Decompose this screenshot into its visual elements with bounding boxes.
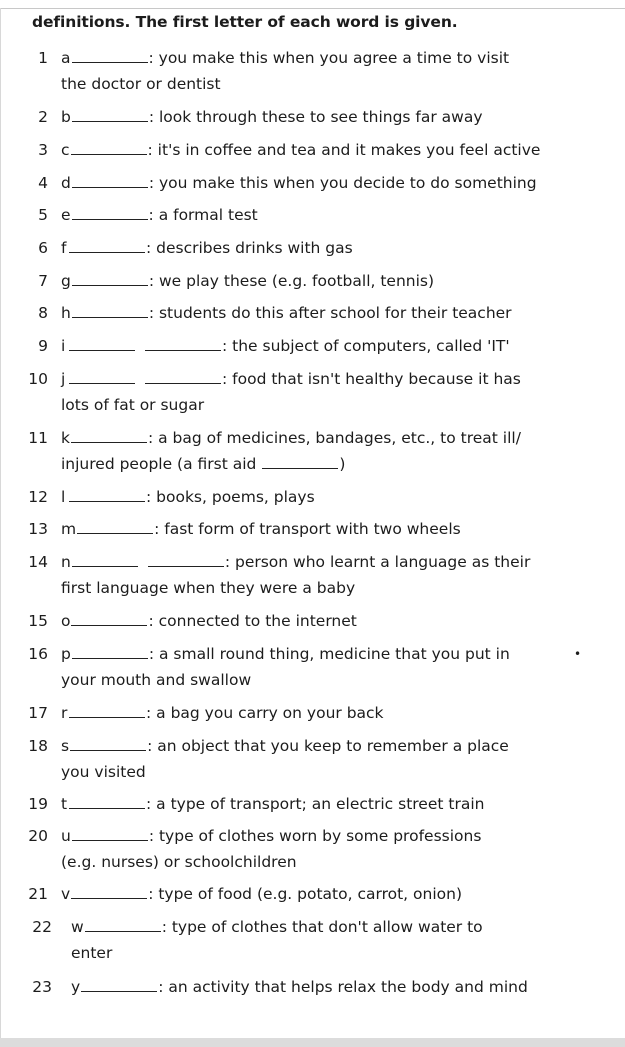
first-letter: m [61, 520, 77, 538]
item-number: 4 [38, 174, 48, 192]
item-number: 1 [38, 49, 48, 67]
item-number: 3 [38, 141, 48, 159]
first-letter: s [61, 737, 70, 755]
definition: : it's in coffee and tea and it makes you feel active [147, 141, 541, 159]
answer-blank[interactable] [69, 335, 135, 351]
first-letter: r [61, 704, 68, 722]
first-letter: n [61, 553, 71, 571]
first-letter: v [61, 885, 71, 903]
definition: : a type of transport; an electric street train [146, 795, 485, 813]
bottom-edge [0, 1038, 625, 1047]
left-border [0, 8, 1, 1038]
answer-blank[interactable] [69, 237, 145, 253]
answer-blank[interactable] [145, 335, 221, 351]
first-letter: c [61, 141, 70, 159]
item-number: 11 [28, 429, 48, 447]
answer-blank[interactable] [85, 916, 161, 932]
speck-mark: • [574, 647, 582, 661]
first-letter: a [61, 49, 71, 67]
answer-blank[interactable] [69, 793, 145, 809]
answer-blank[interactable] [72, 47, 148, 63]
first-letter: t [61, 795, 68, 813]
answer-blank[interactable] [72, 204, 148, 220]
definition-continued: lots of fat or sugar [61, 396, 205, 414]
answer-blank[interactable] [72, 551, 138, 567]
definition: : type of food (e.g. potato, carrot, onion) [148, 885, 462, 903]
item-number: 21 [28, 885, 48, 903]
definition: : an object that you keep to remember a place [147, 737, 509, 755]
definition: : students do this after school for their teacher [148, 304, 512, 322]
item-number: 22 [32, 918, 52, 936]
definition: : a bag you carry on your back [146, 704, 384, 722]
definition-continued: you visited [61, 763, 146, 781]
first-letter: w [71, 918, 84, 936]
answer-blank[interactable] [81, 976, 157, 992]
answer-blank[interactable] [71, 139, 147, 155]
answer-blank[interactable] [70, 735, 146, 751]
first-letter: b [61, 108, 71, 126]
answer-blank[interactable] [69, 486, 145, 502]
answer-blank[interactable] [71, 883, 147, 899]
first-letter: l [61, 488, 66, 506]
item-number: 5 [38, 206, 48, 224]
definition-continued: the doctor or dentist [61, 75, 221, 93]
definition: : a bag of medicines, bandages, etc., to treat ill/ [147, 429, 521, 447]
answer-blank[interactable] [148, 551, 224, 567]
answer-blank[interactable] [69, 368, 135, 384]
definition: : person who learnt a language as their [224, 553, 531, 571]
item-number: 12 [28, 488, 48, 506]
definition: : we play these (e.g. football, tennis) [148, 272, 435, 290]
definition: : connected to the internet [148, 612, 357, 630]
first-letter: u [61, 827, 71, 845]
first-letter: y [71, 978, 81, 996]
item-number: 15 [28, 612, 48, 630]
answer-blank[interactable] [145, 368, 221, 384]
definition-continued: your mouth and swallow [61, 671, 252, 689]
item-number: 8 [38, 304, 48, 322]
item-number: 14 [28, 553, 48, 571]
definition: : type of clothes that don't allow water to [161, 918, 483, 936]
answer-blank[interactable] [72, 825, 148, 841]
answer-blank[interactable] [72, 172, 148, 188]
definition: : the subject of computers, called 'IT' [222, 337, 510, 355]
definition: : type of clothes worn by some professions [148, 827, 482, 845]
item-number: 2 [38, 108, 48, 126]
item-number: 19 [28, 795, 48, 813]
item-number: 10 [28, 370, 48, 388]
first-letter: j [61, 370, 66, 388]
item-number: 16 [28, 645, 48, 663]
definition-continued: first language when they were a baby [61, 579, 356, 597]
definition-end: ) [339, 455, 346, 473]
first-letter: p [61, 645, 71, 663]
definition: : you make this when you agree a time to visit [148, 49, 510, 67]
first-letter: d [61, 174, 71, 192]
definition: : fast form of transport with two wheels [154, 520, 461, 538]
definition: : you make this when you decide to do something [148, 174, 537, 192]
definition: : a small round thing, medicine that you put in [148, 645, 510, 663]
answer-blank[interactable] [77, 518, 153, 534]
definition: : books, poems, plays [146, 488, 315, 506]
answer-blank[interactable] [72, 270, 148, 286]
definition: : an activity that helps relax the body and mind [158, 978, 528, 996]
definition: : food that isn't healthy because it has [222, 370, 521, 388]
item-number: 17 [28, 704, 48, 722]
first-letter: e [61, 206, 71, 224]
first-letter: o [61, 612, 71, 630]
answer-blank[interactable] [72, 643, 148, 659]
item-number: 6 [38, 239, 48, 257]
first-letter: g [61, 272, 71, 290]
first-letter: k [61, 429, 70, 447]
item-number: 18 [28, 737, 48, 755]
answer-blank[interactable] [71, 610, 147, 626]
first-letter: h [61, 304, 71, 322]
page-heading: definitions. The first letter of each word is given. [32, 13, 458, 31]
first-letter: f [61, 239, 67, 257]
answer-blank[interactable] [72, 106, 148, 122]
item-number: 23 [32, 978, 52, 996]
definition: : describes drinks with gas [146, 239, 353, 257]
definition-continued: injured people (a first aid [61, 455, 262, 473]
definition: : a formal test [148, 206, 258, 224]
item-number: 20 [28, 827, 48, 845]
item-number: 7 [38, 272, 48, 290]
item-number: 13 [28, 520, 48, 538]
definition-continued: enter [71, 944, 113, 962]
item-number: 9 [38, 337, 48, 355]
first-letter: i [61, 337, 66, 355]
definition: : look through these to see things far away [148, 108, 483, 126]
answer-blank[interactable] [72, 302, 148, 318]
answer-blank[interactable] [69, 702, 145, 718]
definition-continued: (e.g. nurses) or schoolchildren [61, 853, 297, 871]
answer-blank[interactable] [262, 453, 338, 469]
top-divider [0, 8, 625, 9]
answer-blank[interactable] [71, 427, 147, 443]
